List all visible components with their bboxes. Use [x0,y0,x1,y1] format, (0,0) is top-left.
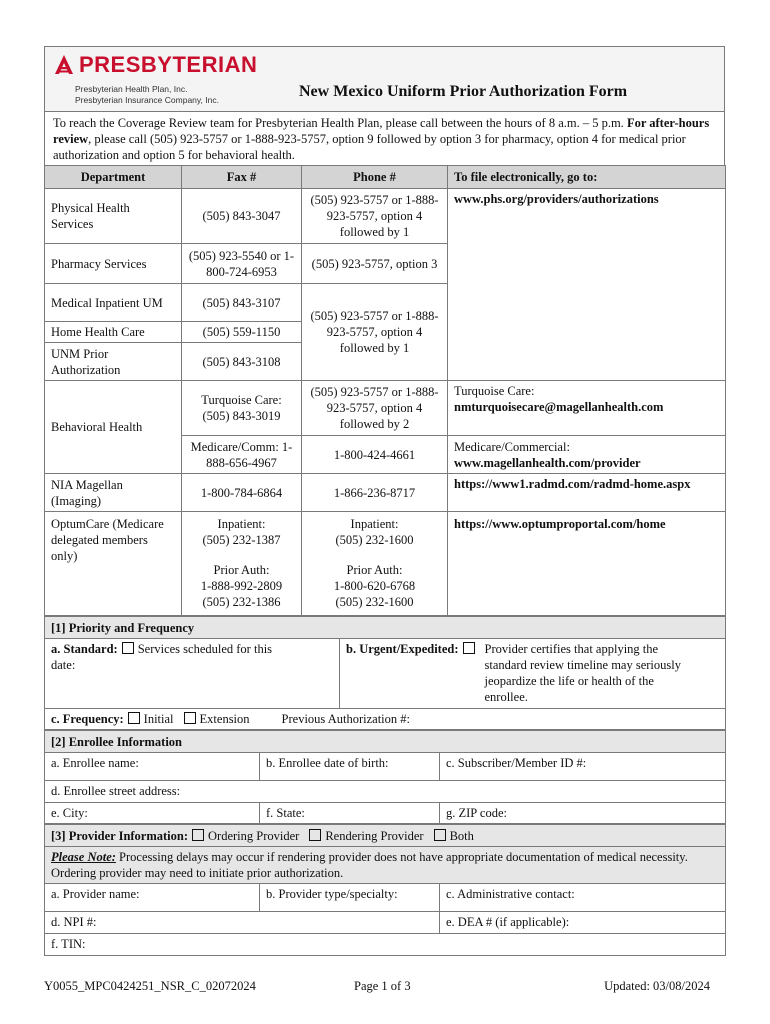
form-title: New Mexico Uniform Prior Authorization Form [299,83,628,100]
section-3-title: [3] Provider Information: [51,828,189,843]
note-text: Processing delays may occur if rendering provider does not have appropriate documentation of medical necessity. Ordering provider may need to initiate prior authorization. [51,850,688,880]
phone-nia-magellan: 1-866-236-8717 [302,474,448,512]
col-header-electronic: To file electronically, go to: [448,166,726,189]
extension-checkbox[interactable] [184,712,196,724]
intro-text-2: , please call (505) 923-5757 or 1-888-923-5757, option 9 followed by option 3 for pharmacy, option 4 for medical prior authorization and option 5 for behavioral health. [53,132,686,162]
company-name-1: Presbyterian Health Plan, Inc. [75,84,188,94]
section-2-title: [2] Enrollee Information [45,731,726,753]
presbyterian-logo [53,52,257,78]
web-behavioral-turquoise [448,381,726,436]
priority-frequency-section [44,616,726,730]
footer-updated-date: Updated: 03/08/2024 [604,979,710,993]
urgent-label: b. Urgent/Expedited: [346,642,459,656]
optum-phone-priorauth-2: (505) 232-1600 [335,595,414,609]
phone-optumcare [302,512,448,616]
logo-wordmark: PRESBYTERIAN [79,52,258,77]
company-name-2: Presbyterian Insurance Company, Inc. [75,95,219,105]
optum-fax-inpatient: (505) 232-1387 [202,533,281,547]
enrollee-dob-field[interactable]: b. Enrollee date of birth: [260,753,440,781]
zip-field[interactable]: g. ZIP code: [440,803,726,824]
phone-behavioral-turquoise: (505) 923-5757 or 1-888-923-5757, option 4 followed by 2 [302,381,448,436]
optum-phone-inpatient: (505) 232-1600 [335,533,414,547]
fax-unm-prior-auth: (505) 843-3108 [182,343,302,381]
both-checkbox[interactable] [434,829,446,841]
link-magellan-provider[interactable]: www.magellanhealth.com/provider [454,455,641,470]
fax-optumcare [182,512,302,616]
footer-form-code: Y0055_MPC0424251_NSR_C_02072024 [44,979,256,993]
standard-text: Services scheduled for this [137,642,273,656]
npi-field[interactable]: d. NPI #: [45,912,440,934]
intro-text-1: To reach the Coverage Review team for Presbyterian Health Plan, please call between the hours of 8 a.m. – 5 p.m. [53,116,627,130]
both-label: Both [449,828,474,843]
urgent-field [340,639,726,709]
dept-unm-prior-auth: UNM Prior Authorization [45,343,182,381]
optum-fax-priorauth-2: (505) 232-1386 [202,595,281,609]
fax-medical-inpatient: (505) 843-3107 [182,284,302,322]
initial-checkbox[interactable] [128,712,140,724]
frequency-field [45,709,726,730]
col-header-department: Department [45,166,182,189]
dept-optumcare: OptumCare (Medicare delegated members only) [45,512,182,616]
optum-phone-priorauth-1: 1-800-620-6768 [333,579,416,593]
section-3-title-row [45,825,726,847]
enrollee-name-field[interactable]: a. Enrollee name: [45,753,260,781]
previous-authorization-field[interactable]: Previous Authorization #: [281,712,410,726]
phone-behavioral-medicare: 1-800-424-4661 [302,436,448,474]
link-phs-authorizations[interactable]: www.phs.org/providers/authorizations [448,189,726,381]
link-turquoise-email[interactable]: nmturquoisecare@magellanhealth.com [454,400,664,414]
section-1-title: [1] Priority and Frequency [45,617,726,639]
optum-phone-inpatient-label: Inpatient: [350,517,399,531]
link-radmd[interactable]: https://www1.radmd.com/radmd-home.aspx [448,474,726,512]
initial-label: Initial [143,712,174,726]
city-field[interactable]: e. City: [45,803,260,824]
footer-page-number: Page 1 of 3 [354,979,411,993]
standard-text-date: date: [51,658,76,672]
standard-field [45,639,340,709]
enrollee-address-field[interactable]: d. Enrollee street address: [45,781,726,803]
dept-nia-magellan: NIA Magellan (Imaging) [45,474,182,512]
provider-type-field[interactable]: b. Provider type/specialty: [260,884,440,912]
ordering-provider-checkbox[interactable] [192,829,204,841]
tin-field[interactable]: f. TIN: [45,934,726,956]
optum-fax-inpatient-label: Inpatient: [217,517,266,531]
intro-paragraph [44,111,725,165]
form-page [44,46,725,956]
phone-shared-medical: (505) 923-5757 or 1-888-923-5757, option 4 followed by 1 [302,284,448,381]
intro-bold: For after-hours review [53,116,710,146]
fax-physical-health: (505) 843-3047 [182,189,302,244]
provider-name-field[interactable]: a. Provider name: [45,884,260,912]
provider-note [45,847,726,884]
optum-fax-priorauth-1: 1-888-992-2809 [200,579,283,593]
dea-field[interactable]: e. DEA # (if applicable): [440,912,726,934]
web-behavioral-medicare [448,436,726,474]
phone-pharmacy: (505) 923-5757, option 3 [302,244,448,284]
dept-physical-health: Physical Health Services [45,189,182,244]
col-header-fax: Fax # [182,166,302,189]
presbyterian-emblem-icon [53,54,75,76]
form-header [44,46,725,111]
phone-physical-health: (505) 923-5757 or 1-888-923-5757, option 4 followed by 1 [302,189,448,244]
fax-home-health: (505) 559-1150 [182,322,302,343]
col-header-phone: Phone # [302,166,448,189]
provider-section [44,824,726,956]
optum-phone-priorauth-label: Prior Auth: [346,563,403,577]
frequency-label: c. Frequency: [51,712,124,726]
admin-contact-field[interactable]: c. Administrative contact: [440,884,726,912]
rendering-provider-checkbox[interactable] [309,829,321,841]
state-field[interactable]: f. State: [260,803,440,824]
urgent-checkbox[interactable] [463,642,475,654]
urgent-text: Provider certifies that applying the standard review timeline may seriously jeopardize the life or health of the enrollee. [484,642,681,704]
fax-nia-magellan: 1-800-784-6864 [182,474,302,512]
dept-home-health: Home Health Care [45,322,182,343]
medicare-commercial-label: Medicare/Commercial: [454,439,570,454]
fax-behavioral-medicare: Medicare/Comm: 1-888-656-4967 [182,436,302,474]
ordering-provider-label: Ordering Provider [208,828,300,843]
turquoise-label: Turquoise Care: [454,384,535,398]
rendering-provider-label: Rendering Provider [325,828,424,843]
dept-medical-inpatient: Medical Inpatient UM [45,284,182,322]
subscriber-id-field[interactable]: c. Subscriber/Member ID #: [440,753,726,781]
dept-behavioral-health: Behavioral Health [45,381,182,474]
standard-label: a. Standard: [51,642,118,656]
dept-pharmacy: Pharmacy Services [45,244,182,284]
extension-label: Extension [199,712,250,726]
note-label: Please Note: [51,850,116,864]
standard-checkbox[interactable] [122,642,134,654]
fax-behavioral-turquoise: Turquoise Care: (505) 843-3019 [182,381,302,436]
link-optum-portal[interactable]: https://www.optumproportal.com/home [448,512,726,616]
enrollee-section [44,730,726,824]
contacts-table [44,165,726,616]
fax-pharmacy: (505) 923-5540 or 1-800-724-6953 [182,244,302,284]
optum-fax-priorauth-label: Prior Auth: [213,563,270,577]
